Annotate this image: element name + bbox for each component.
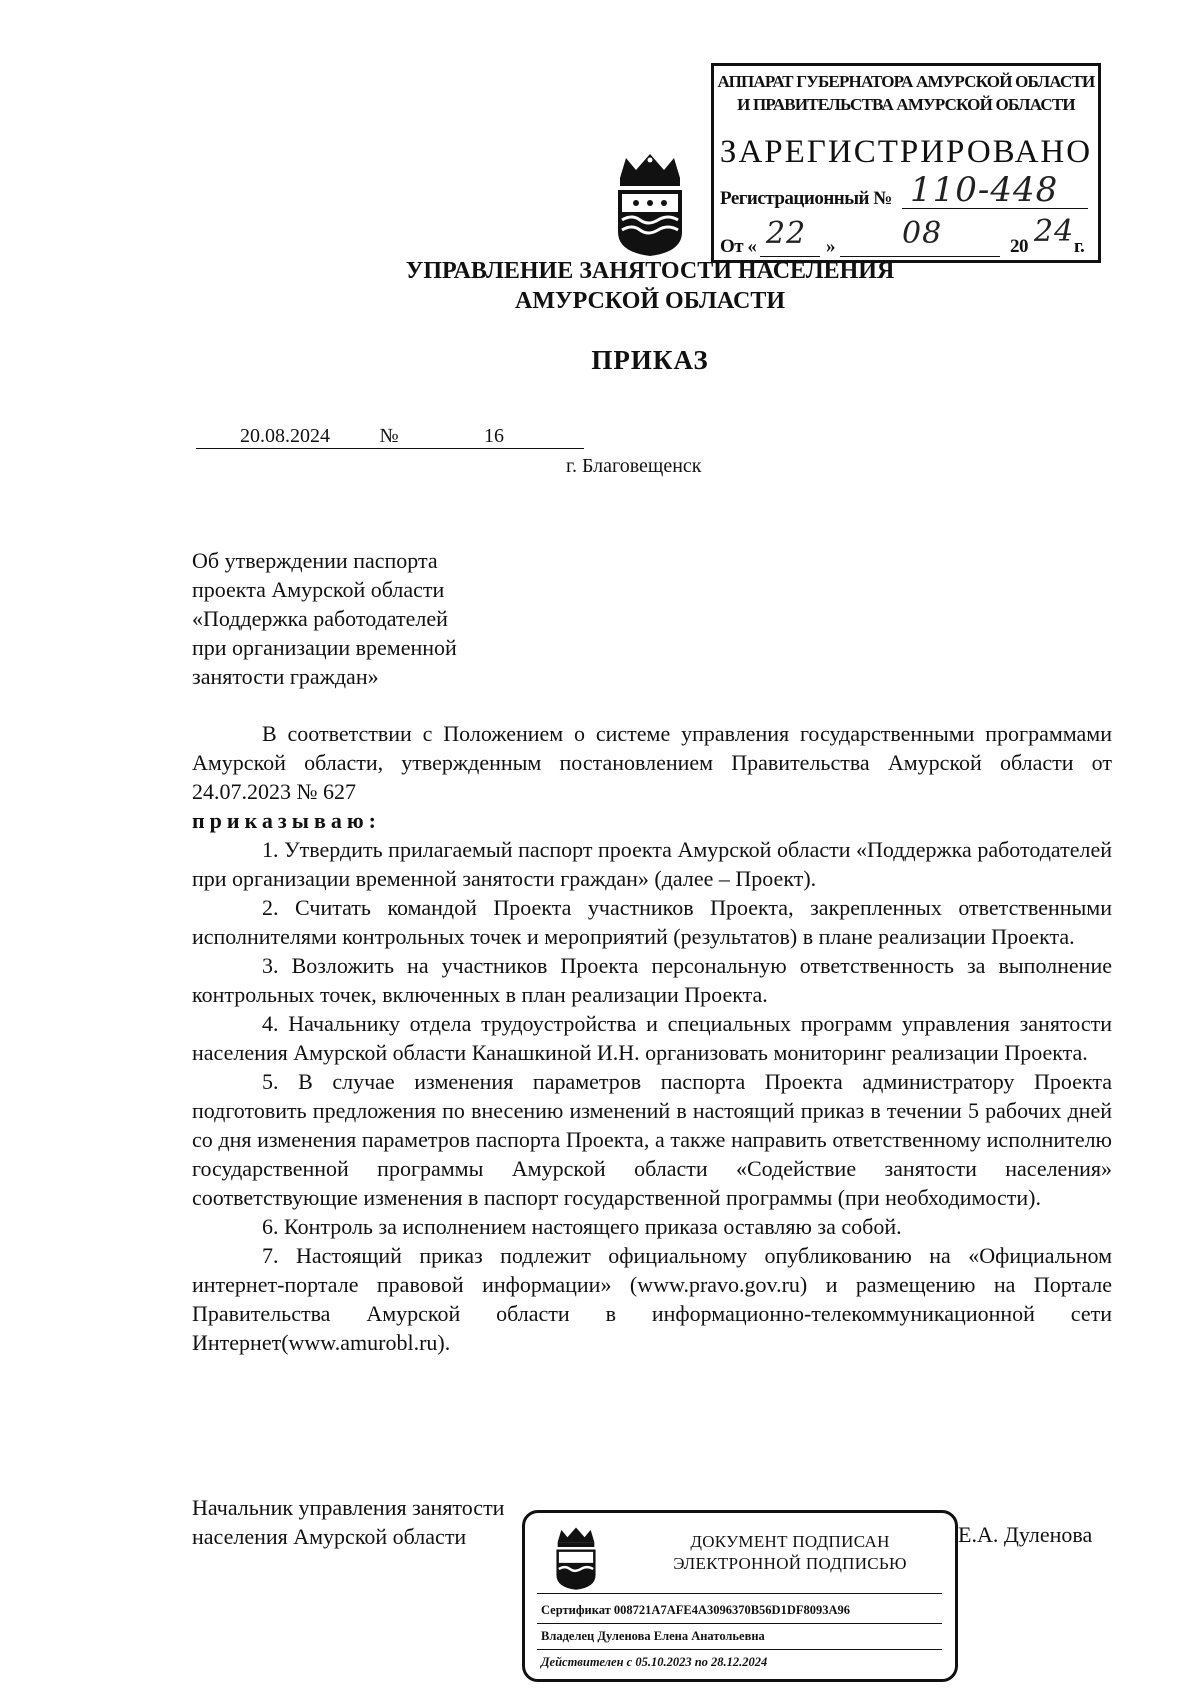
stamp-registered: ЗАРЕГИСТРИРОВАНО: [719, 134, 1093, 170]
stamp-org-line2: И ПРАВИТЕЛЬСТВА АМУРСКОЙ ОБЛАСТИ: [737, 95, 1075, 114]
stamp-reg-number: 110-448: [910, 170, 1059, 210]
order-item: 3. Возложить на участников Проекта персональную ответственность за выполнение контрольных точек, включенных в план реализации Проекта.: [192, 953, 1112, 1007]
order-number-label: №: [374, 425, 404, 449]
esign-validity: Действителен с 05.10.2023 по 28.12.2024: [541, 1655, 768, 1669]
stamp-day: 22: [766, 216, 807, 251]
coat-of-arms-icon: [612, 150, 688, 258]
stamp-date-prefix: От «: [720, 236, 757, 257]
esign-divider: [537, 1623, 942, 1624]
subject-line: занятости граждан»: [192, 664, 379, 689]
stamp-year-suffix: 24: [1034, 214, 1075, 249]
stamp-year-end: г.: [1074, 236, 1085, 257]
signatory-position: [192, 1493, 504, 1551]
stamp-reg-label: Регистрационный №: [720, 188, 892, 209]
esign-owner: Владелец Дуленова Елена Анатольевна: [541, 1629, 765, 1643]
signatory-position-line1: Начальник управления занятости: [192, 1495, 505, 1520]
registration-stamp: [711, 63, 1101, 263]
document-type-title: ПРИКАЗ: [591, 345, 709, 375]
order-item: 7. Настоящий приказ подлежит официальному опубликованию на «Официальном интернет-портале правовой информации» (www.pravo.gov.ru) и размещению на Портале Правительства Амурской области в информационно-телекоммуникационной сети Интернет(www.amurobl.ru).: [192, 1243, 1112, 1355]
signatory-name: Е.А. Дуленова: [958, 1522, 1093, 1547]
electronic-signature-stamp: [522, 1510, 958, 1682]
esign-title-line1: ДОКУМЕНТ ПОДПИСАН: [690, 1532, 890, 1551]
agency-name-line1: УПРАВЛЕНИЕ ЗАНЯТОСТИ НАСЕЛЕНИЯ: [405, 258, 895, 284]
order-body: [192, 719, 1112, 1357]
esign-divider: [537, 1649, 942, 1650]
order-date: 20.08.2024: [196, 425, 374, 449]
esign-certificate: Сертификат 008721A7AFE4A3096370B56D1DF8093A96: [541, 1603, 851, 1617]
subject-line: Об утверждении паспорта: [192, 548, 438, 573]
order-number: 16: [404, 425, 584, 449]
subject-line: проекта Амурской области: [192, 577, 445, 602]
order-city: г. Благовещенск: [566, 455, 702, 477]
stamp-year-prefix: 20: [1010, 236, 1028, 257]
order-item: 2. Считать командой Проекта участников Проекта, закрепленных ответственными исполнителями контрольных точек и мероприятий (результатов) в плане реализации Проекта.: [192, 895, 1112, 949]
stamp-month: 08: [902, 216, 943, 251]
esign-title-line2: ЭЛЕКТРОННОЙ ПОДПИСЬЮ: [673, 1554, 907, 1573]
signatory-position-line2: населения Амурской области: [192, 1524, 467, 1549]
stamp-day-close: »: [826, 236, 835, 257]
subject-line: «Поддержка работодателей: [192, 606, 448, 631]
order-subject: [192, 546, 532, 691]
stamp-org-line1: АППАРАТ ГУБЕРНАТОРА АМУРСКОЙ ОБЛАСТИ: [717, 72, 1095, 91]
order-item: 1. Утвердить прилагаемый паспорт проекта Амурской области «Поддержка работодателей при организации временной занятости граждан» (далее – Проект).: [192, 837, 1112, 891]
coat-of-arms-icon: [551, 1525, 601, 1591]
order-date-number-line: [196, 425, 584, 449]
order-item: 4. Начальнику отдела трудоустройства и специальных программ управления занятости населения Амурской области Канашкиной И.Н. организовать мониторинг реализации Проекта.: [192, 1011, 1112, 1065]
order-item: 6. Контроль за исполнением настоящего приказа оставляю за собой.: [262, 1214, 902, 1239]
order-item: 5. В случае изменения параметров паспорта Проекта администратору Проекта подготовить предложения по внесению изменений в настоящий приказ в течении 5 рабочих дней со дня изменения параметров паспорта Проекта, а также направить ответственному исполнителю государственной программы Амурской области «Содействие занятости населения» соответствующие изменения в паспорт государственной программы (при необходимости).: [192, 1069, 1112, 1210]
preamble-paragraph: В соответствии с Положением о системе управления государственными программами Амурской области, утвержденным постановлением Правительства Амурской области от 24.07.2023 № 627: [192, 721, 1112, 804]
agency-name-line2: АМУРСКОЙ ОБЛАСТИ: [515, 288, 785, 314]
esign-divider: [537, 1593, 942, 1594]
order-word: приказываю:: [192, 808, 381, 833]
subject-line: при организации временной: [192, 635, 457, 660]
